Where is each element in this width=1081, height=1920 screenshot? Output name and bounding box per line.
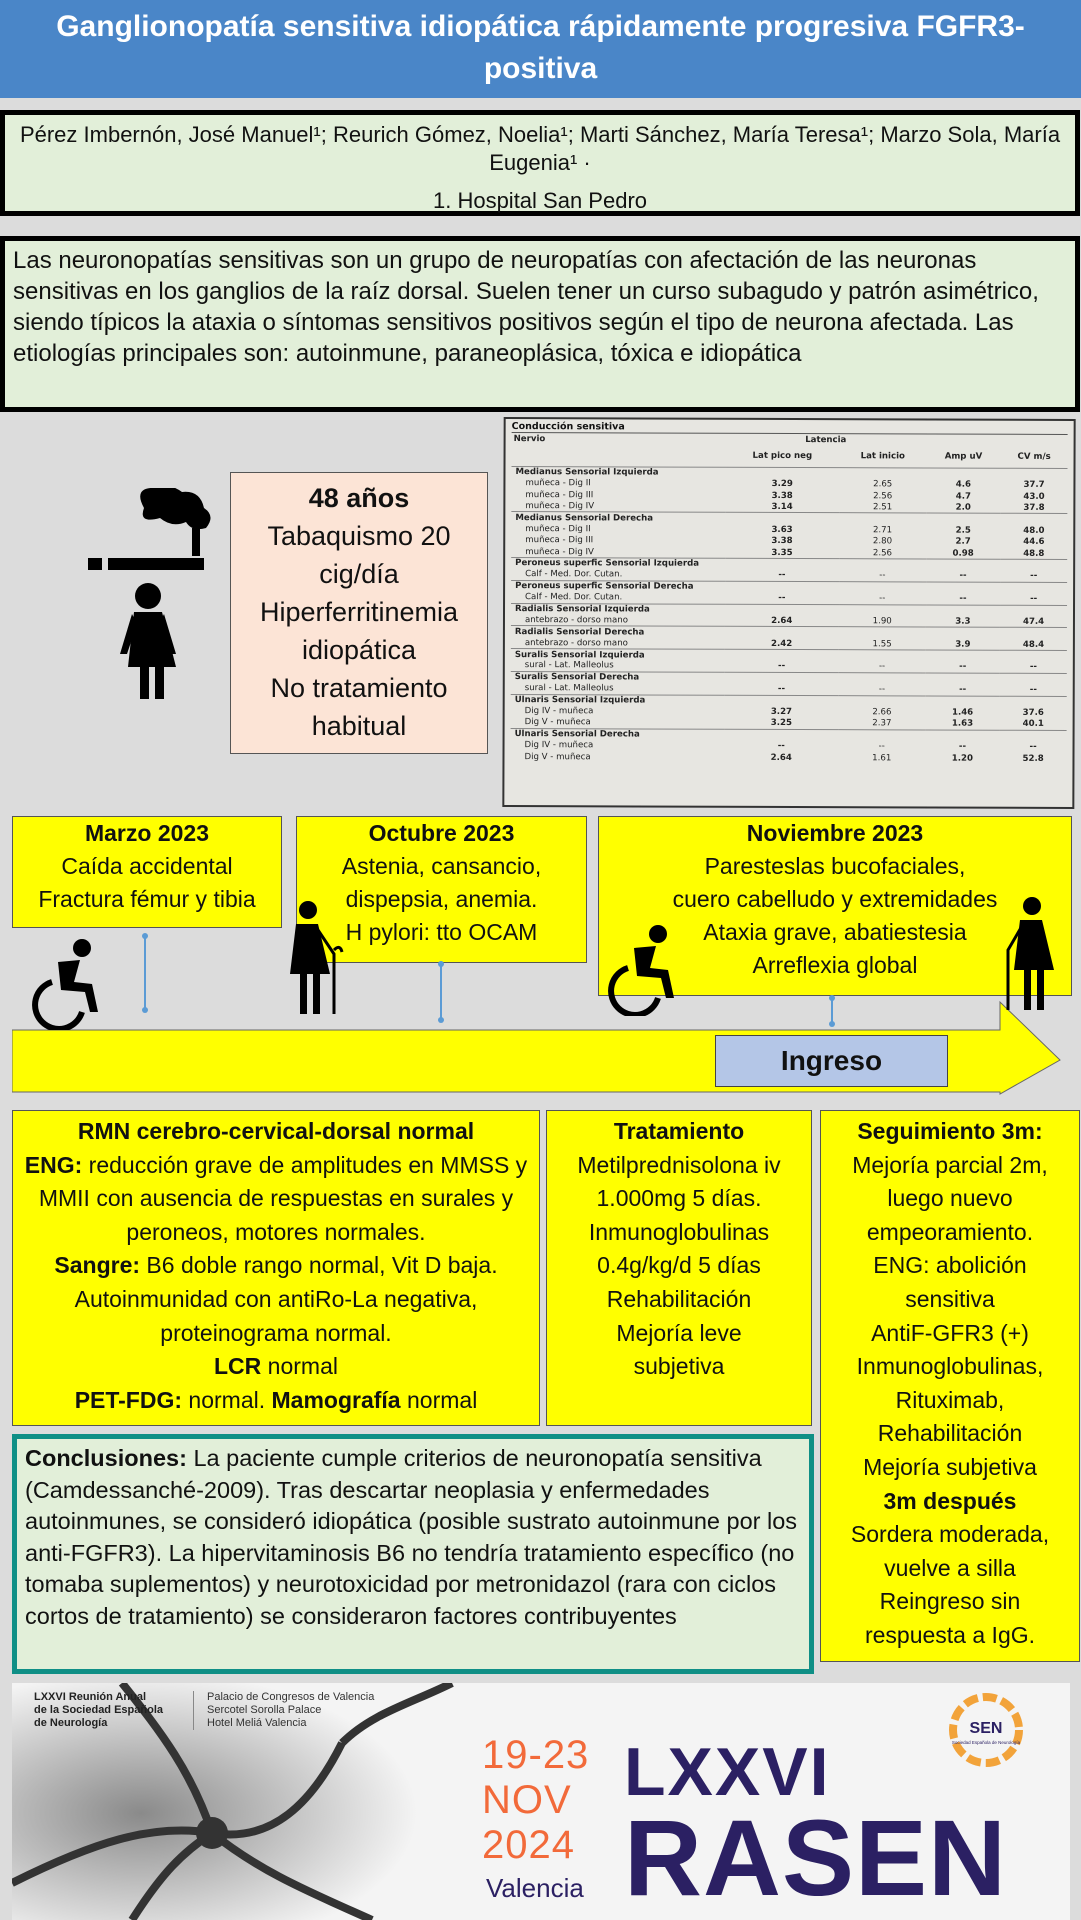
ncs-cell-inicio: 2.80 bbox=[872, 536, 893, 547]
ncs-cell-name: muñeca - Dig III bbox=[525, 489, 594, 501]
timeline-line: H pylori: tto OCAM bbox=[345, 919, 538, 945]
ncs-section: Radialis Sensorial Derecha bbox=[511, 626, 1067, 639]
ncs-cell-amp: 4.7 bbox=[955, 491, 971, 502]
followup-line: Mejoría parcial 2m, bbox=[852, 1151, 1048, 1178]
ncs-cell-name: muñeca - Dig IV bbox=[525, 501, 595, 512]
patient-age: 48 años bbox=[308, 483, 410, 513]
ncs-cell-pico: 2.42 bbox=[771, 638, 793, 649]
ncs-col-nervio: Nervio bbox=[513, 433, 546, 444]
ncs-cell-inicio: 2.37 bbox=[872, 718, 892, 729]
ncs-cell-name: Calf - Med. Dor. Cutan. bbox=[525, 569, 623, 580]
patient-line: No tratamiento habitual bbox=[270, 673, 448, 741]
blood-result: Sangre: B6 doble rango normal, Vit D baja. bbox=[54, 1252, 498, 1279]
ncs-cell-cv: 52.8 bbox=[1022, 753, 1044, 764]
diagnostics-title: RMN cerebro-cervical-dorsal normal bbox=[77, 1118, 475, 1144]
ncs-cell-amp: 1.46 bbox=[951, 707, 974, 718]
followup-line: Reingreso sin bbox=[879, 1588, 1021, 1615]
autoimmunity-result: Autoinmunidad con antiRo-La negativa, proteinograma normal. bbox=[74, 1285, 478, 1346]
ncs-cell-inicio: 2.56 bbox=[873, 491, 893, 502]
ncs-row bbox=[510, 751, 1066, 764]
ncs-table bbox=[510, 433, 1067, 764]
ncs-cell-cv: 48.4 bbox=[1022, 639, 1045, 650]
ncs-title: Conducción sensitiva bbox=[512, 421, 1068, 435]
patient-info-box bbox=[230, 472, 488, 754]
ncs-cell-cv: -- bbox=[1030, 571, 1038, 582]
congress-banner bbox=[12, 1683, 1070, 1920]
followup-line: sensitiva bbox=[905, 1285, 995, 1312]
ncs-cell-name: Dig V - muñeca bbox=[524, 717, 591, 728]
timeline-line: dispepsia, anemia. bbox=[345, 886, 538, 912]
ncs-cell-cv: 43.0 bbox=[1023, 491, 1045, 502]
ncs-cell-cv: -- bbox=[1029, 685, 1037, 696]
treatment-line: subjetiva bbox=[633, 1353, 725, 1380]
venue-list: Palacio de Congresos de Valencia Sercotel Sorolla Palace Hotel Meliá Valencia bbox=[207, 1691, 375, 1729]
ncs-col-amp: Amp uV bbox=[944, 451, 983, 462]
ncs-col-lat-pico: Lat pico neg bbox=[752, 451, 813, 462]
ncs-cell-pico: 3.63 bbox=[771, 524, 793, 536]
elderly-woman-icon bbox=[994, 896, 1064, 1014]
ncs-cell-name: sural - Lat. Malleolus bbox=[524, 660, 614, 671]
affiliation: 1. Hospital San Pedro bbox=[432, 188, 648, 213]
ncs-cell-inicio: -- bbox=[878, 661, 886, 672]
timeline-marzo-2023 bbox=[12, 816, 282, 928]
ncs-cell-inicio: 1.90 bbox=[872, 616, 892, 627]
ncs-section: Ulnaris Sensorial Derecha bbox=[511, 728, 1067, 741]
treatment-line: Inmunoglobulinas bbox=[588, 1218, 770, 1245]
authors-box bbox=[0, 110, 1080, 216]
ncs-cell-inicio: 2.56 bbox=[872, 547, 893, 558]
ncs-cell-name: Calf - Med. Dor. Cutan. bbox=[525, 592, 623, 603]
ncs-cell-pico: -- bbox=[777, 661, 786, 672]
ncs-section: Ulnaris Sensorial Izquierda bbox=[511, 694, 1067, 707]
ncs-cell-amp: 2.7 bbox=[955, 537, 971, 548]
ncs-cell-cv: 40.1 bbox=[1022, 719, 1044, 730]
elderly-woman-icon bbox=[280, 900, 350, 1018]
ncs-cell-inicio: 2.51 bbox=[873, 502, 893, 513]
ncs-cell-inicio: -- bbox=[878, 684, 886, 695]
ncs-cell-amp: 4.6 bbox=[955, 480, 972, 491]
ncs-cell-cv: 37.8 bbox=[1023, 502, 1045, 513]
pet-result: PET-FDG: normal. Mamografía normal bbox=[74, 1386, 478, 1413]
followup-line: vuelve a silla bbox=[884, 1554, 1016, 1581]
ncs-cell-inicio: -- bbox=[878, 741, 885, 752]
ncs-cell-amp: -- bbox=[959, 662, 967, 673]
eng-result: ENG: reducción grave de amplitudes en MMSS y MMII con ausencia de respuestas en surales y peroneos, motores normales. bbox=[24, 1151, 528, 1245]
ncs-cell-cv: -- bbox=[1030, 593, 1038, 604]
ncs-cell-name: Dig IV - muñeca bbox=[524, 706, 594, 717]
treatment-line: Mejoría leve bbox=[616, 1319, 742, 1346]
ncs-cell-pico: 3.38 bbox=[771, 536, 793, 547]
ncs-cell-pico: -- bbox=[777, 684, 786, 695]
ncs-cell-amp: -- bbox=[958, 742, 967, 753]
congress-edition: LXXVI bbox=[624, 1734, 831, 1810]
ncs-cell-inicio: -- bbox=[879, 570, 886, 581]
introduction-text: Las neuronopatías sensitivas son un grupo de neuropatías con afectación de las neuronas sensitivas en los ganglios de la raíz dorsal. Suelen tener un curso subagudo y patrón asimétrico, siendo típicos la ataxia o síntomas sensitivos positivos según el tipo de neurona afectada. Las etiologías principales son: autoinmune, paraneoplásica, tóxica e idiopática bbox=[0, 236, 1080, 412]
authors-line: Pérez Imbernón, José Manuel¹; Reurich Gómez, Noelia¹; Marti Sánchez, María Teresa¹; Marzo Sola, María Eugenia¹ · bbox=[19, 122, 1061, 175]
ncs-cell-pico: 3.27 bbox=[770, 707, 793, 718]
ncs-section: Peroneus superfic Sensorial Izquierda bbox=[511, 558, 1067, 571]
treatment-box bbox=[546, 1110, 812, 1426]
ncs-section: Peroneus superfic Sensorial Derecha bbox=[511, 580, 1067, 593]
ncs-cell-amp: 1.63 bbox=[951, 718, 974, 730]
ncs-cell-cv: -- bbox=[1029, 742, 1037, 753]
treatment-line: 0.4g/kg/d 5 días bbox=[597, 1252, 761, 1279]
ncs-cell-cv: 44.6 bbox=[1023, 537, 1045, 548]
ncs-cell-amp: -- bbox=[959, 684, 967, 695]
timeline-line: Arreflexia global bbox=[752, 952, 918, 978]
followup-line: luego nuevo bbox=[887, 1185, 1013, 1212]
timeline-line: Ataxia grave, abatiestesia bbox=[703, 919, 967, 945]
meeting-name: LXXVI Reunión Anual de la Sociedad Española de Neurología bbox=[34, 1691, 194, 1730]
ncs-cell-pico: -- bbox=[777, 741, 785, 752]
ncs-section: Suralis Sensorial Izquierda bbox=[511, 649, 1067, 662]
ncs-cell-pico: 3.14 bbox=[771, 501, 793, 513]
ncs-col-cv: CV m/s bbox=[1017, 451, 1051, 463]
ncs-cell-amp: 1.20 bbox=[951, 753, 974, 764]
ncs-cell-name: Dig IV - muñeca bbox=[524, 740, 594, 751]
followup-line: respuesta a IgG. bbox=[864, 1621, 1036, 1648]
followup-line: ENG: abolición bbox=[873, 1252, 1027, 1279]
timeline-date: Octubre 2023 bbox=[368, 820, 515, 846]
ingreso-label: Ingreso bbox=[715, 1035, 948, 1087]
ncs-cell-name: muñeca - Dig II bbox=[525, 524, 591, 535]
nerve-conduction-table-photo bbox=[502, 417, 1075, 809]
ncs-cell-name: antebrazo - dorso mano bbox=[524, 614, 629, 626]
ncs-cell-inicio: 1.55 bbox=[872, 638, 892, 650]
ncs-section: Radialis Sensorial Izquierda bbox=[511, 603, 1067, 616]
timeline-line: Paresteslas bucofaciales, bbox=[704, 853, 966, 879]
followup-title: Seguimiento 3m: bbox=[857, 1118, 1043, 1144]
ncs-cell-pico: 3.35 bbox=[771, 547, 793, 558]
timeline-date: Noviembre 2023 bbox=[746, 820, 924, 846]
diagnostics-box bbox=[12, 1110, 540, 1426]
followup-line: Inmunoglobulinas, bbox=[856, 1353, 1044, 1380]
svg-text:SEN: SEN bbox=[969, 1720, 1003, 1737]
ncs-cell-amp: 2.0 bbox=[955, 502, 971, 513]
treatment-line: Rehabilitación bbox=[606, 1285, 752, 1312]
wheelchair-icon bbox=[606, 924, 684, 1016]
ncs-cell-amp: -- bbox=[959, 570, 967, 581]
ncs-cell-name: muñeca - Dig II bbox=[525, 478, 591, 489]
ncs-col-lat-inicio: Lat inicio bbox=[860, 451, 905, 462]
poster-title: Ganglionopatía sensitiva idiopática rápidamente progresiva FGFR3-positiva bbox=[0, 0, 1081, 98]
conclusion-text: La paciente cumple criterios de neuronopatía sensitiva (Camdessanché-2009). Tras descartar neoplasia y enfermedades autoinmunes, se consideró idiopática (posible sustrato autoinmune por los anti-FGFR3). La hipervitaminosis B6 no tendría tratamiento específico (no tomaba suplementos) y neurotoxicidad por metronidazol (rara con ciclos cortos de tratamiento) se consideraron factores contribuyentes bbox=[25, 1445, 798, 1629]
conclusion-box bbox=[12, 1434, 814, 1674]
ncs-cell-name: muñeca - Dig III bbox=[525, 535, 594, 546]
timeline-line: cuero cabelludo y extremidades bbox=[672, 886, 998, 912]
ncs-cell-inicio: 1.61 bbox=[872, 753, 892, 764]
ncs-cell-inicio: 2.65 bbox=[873, 479, 893, 490]
ncs-cell-cv: 47.4 bbox=[1022, 616, 1045, 627]
ncs-cell-pico: 2.64 bbox=[771, 615, 793, 626]
ncs-cell-cv: 48.8 bbox=[1023, 548, 1045, 559]
lcr-result: LCR normal bbox=[214, 1353, 338, 1380]
treatment-line: Metilprednisolona iv bbox=[577, 1151, 781, 1178]
ncs-cell-pico: -- bbox=[778, 570, 786, 581]
ncs-cell-name: muñeca - Dig IV bbox=[525, 546, 594, 557]
ncs-cell-inicio: -- bbox=[879, 593, 886, 604]
timeline-date: Marzo 2023 bbox=[84, 820, 209, 846]
ncs-cell-cv: 37.7 bbox=[1023, 480, 1045, 491]
smoking-woman-icon bbox=[86, 488, 211, 703]
ncs-cell-inicio: 2.71 bbox=[872, 525, 893, 536]
congress-city: Valencia bbox=[486, 1873, 584, 1903]
ncs-cell-pico: 3.29 bbox=[771, 479, 793, 490]
ncs-cell-pico: 3.38 bbox=[771, 490, 793, 501]
ncs-cell-amp: 2.5 bbox=[955, 525, 971, 536]
followup-line: Sordera moderada, bbox=[850, 1521, 1050, 1548]
ncs-section: Suralis Sensorial Derecha bbox=[511, 671, 1067, 684]
ncs-cell-pico: 2.64 bbox=[770, 752, 792, 763]
followup-box bbox=[820, 1110, 1080, 1662]
patient-line: Tabaquismo 20 cig/día bbox=[267, 521, 451, 589]
sen-logo-icon bbox=[947, 1691, 1025, 1769]
ncs-cell-amp: 3.9 bbox=[955, 639, 971, 650]
followup-line: Mejoría subjetiva bbox=[863, 1453, 1037, 1480]
ncs-section: Medianus Sensorial Derecha bbox=[511, 512, 1067, 525]
ncs-cell-cv: -- bbox=[1029, 662, 1038, 673]
patient-line: Hiperferritinemia idiopática bbox=[259, 597, 459, 665]
ncs-cell-amp: -- bbox=[959, 593, 967, 604]
ncs-cell-amp: 0.98 bbox=[952, 548, 974, 559]
ncs-cell-name: antebrazo - dorso mano bbox=[524, 637, 628, 649]
timeline-line: Astenia, cansancio, bbox=[341, 853, 542, 879]
ncs-cell-inicio: 2.66 bbox=[872, 707, 892, 718]
followup-line: AntiF-GFR3 (+) bbox=[871, 1319, 1029, 1346]
followup-subtitle: 3m después bbox=[883, 1487, 1017, 1514]
ncs-col-latencia: Latencia bbox=[805, 434, 847, 445]
followup-line: Rituximab, bbox=[895, 1386, 1005, 1413]
svg-text:Sociedad Española de Neurologí: Sociedad Española de Neurología bbox=[951, 1740, 1021, 1745]
ncs-cell-cv: 37.6 bbox=[1022, 708, 1044, 719]
followup-line: empeoramiento. bbox=[866, 1218, 1034, 1245]
followup-line: Rehabilitación bbox=[877, 1420, 1023, 1447]
treatment-title: Tratamiento bbox=[613, 1118, 745, 1144]
ncs-section: Medianus Sensorial Izquierda bbox=[511, 466, 1067, 479]
ncs-cell-cv: 48.0 bbox=[1023, 525, 1045, 536]
ncs-cell-pico: 3.25 bbox=[770, 718, 793, 729]
conclusion-label: Conclusiones: bbox=[25, 1445, 187, 1471]
wheelchair-icon bbox=[30, 938, 108, 1030]
ncs-cell-name: Dig V - muñeca bbox=[524, 751, 591, 763]
timeline-line: Fractura fémur y tibia bbox=[38, 886, 256, 912]
timeline-line: Caída accidental bbox=[61, 853, 233, 879]
ncs-cell-pico: -- bbox=[778, 593, 786, 604]
congress-dates: 19-23 NOV 2024 bbox=[482, 1733, 590, 1867]
ncs-cell-amp: 3.3 bbox=[955, 616, 971, 627]
congress-brand: RASEN bbox=[624, 1797, 1008, 1918]
ncs-cell-name: sural - Lat. Malleolus bbox=[524, 683, 614, 694]
treatment-line: 1.000mg 5 días. bbox=[596, 1185, 762, 1212]
